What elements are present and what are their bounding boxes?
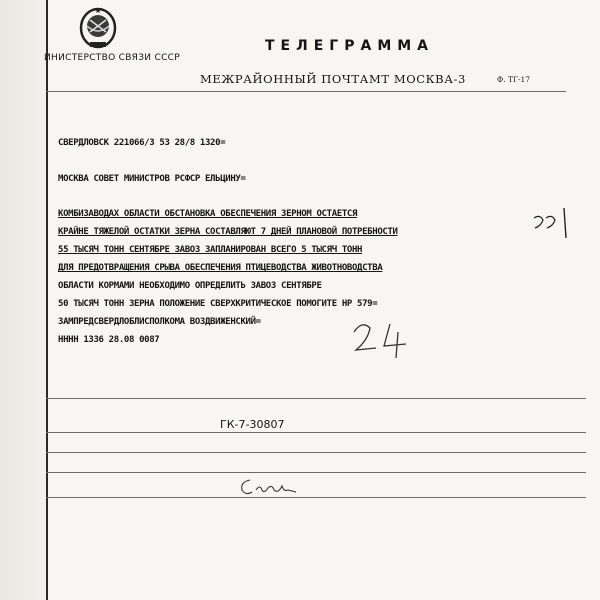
telegram-line-origin: СВЕРДЛОВСК 221066/3 53 28/8 1320=: [58, 138, 226, 148]
telegram-line-signatory: ЗАМПРЕДСВЕРДЛОБЛИСПОЛКОМА ВОЗДВИЖЕНСКИЙ=: [58, 317, 261, 327]
form-rule-3: [46, 452, 586, 453]
ministry-name: ИНИСТЕРСТВО СВЯЗИ СССР: [44, 53, 180, 63]
telegram-line-service: НННН 1336 28.08 0087: [58, 335, 160, 345]
stamp-code: ГК-7-30807: [220, 418, 285, 431]
form-rule-4: [46, 472, 586, 473]
telegram-line-address: МОСКВА СОВЕТ МИНИСТРОВ РСФСР ЕЛЬЦИНУ=: [58, 174, 246, 184]
signature-handwriting: [238, 474, 298, 500]
telegram-line-2: КРАЙНЕ ТЯЖЕЛОЙ ОСТАТКИ ЗЕРНА СОСТАВЛЯЮТ 7 ДНЕЙ ПЛАНОВОЙ ПОТРЕБНОСТИ: [58, 227, 398, 237]
form-rule-1: [46, 398, 586, 399]
form-code: Ф. ТГ-17: [497, 75, 531, 84]
margin-mark-handwriting: [530, 206, 574, 240]
post-office-name: МЕЖРАЙОННЫЙ ПОЧТАМТ МОСКВА-3: [200, 72, 466, 86]
form-rule-2: [46, 432, 586, 433]
telegram-line-1: КОМБИЗАВОДАХ ОБЛАСТИ ОБСТАНОВКА ОБЕСПЕЧЕНИЯ ЗЕРНОМ ОСТАЕТСЯ: [58, 209, 358, 219]
page-number-handwriting: [350, 318, 410, 362]
telegram-line-6: 50 ТЫСЯЧ ТОНН ЗЕРНА ПОЛОЖЕНИЕ СВЕРХКРИТИЧЕСКОЕ ПОМОГИТЕ НР 579=: [58, 299, 378, 309]
telegram-line-3: 55 ТЫСЯЧ ТОНН СЕНТЯБРЕ ЗАВОЗ ЗАПЛАНИРОВАН ВСЕГО 5 ТЫСЯЧ ТОНН: [58, 245, 363, 255]
telegram-line-5: ОБЛАСТИ КОРМАМИ НЕОБХОДИМО ОПРЕДЕЛИТЬ ЗАВОЗ СЕНТЯБРЕ: [58, 281, 322, 291]
form-rule-5: [46, 497, 586, 498]
left-margin-line: [46, 0, 48, 600]
header-rule: [46, 91, 566, 92]
ussr-state-emblem-icon: [78, 6, 118, 50]
page-margin-shade: [0, 0, 46, 600]
telegram-line-4: ДЛЯ ПРЕДОТВРАЩЕНИЯ СРЫВА ОБЕСПЕЧЕНИЯ ПТИЦЕВОДСТВА ЖИВОТНОВОДСТВА: [58, 263, 383, 273]
document-title: ТЕЛЕГРАММА: [265, 38, 435, 54]
